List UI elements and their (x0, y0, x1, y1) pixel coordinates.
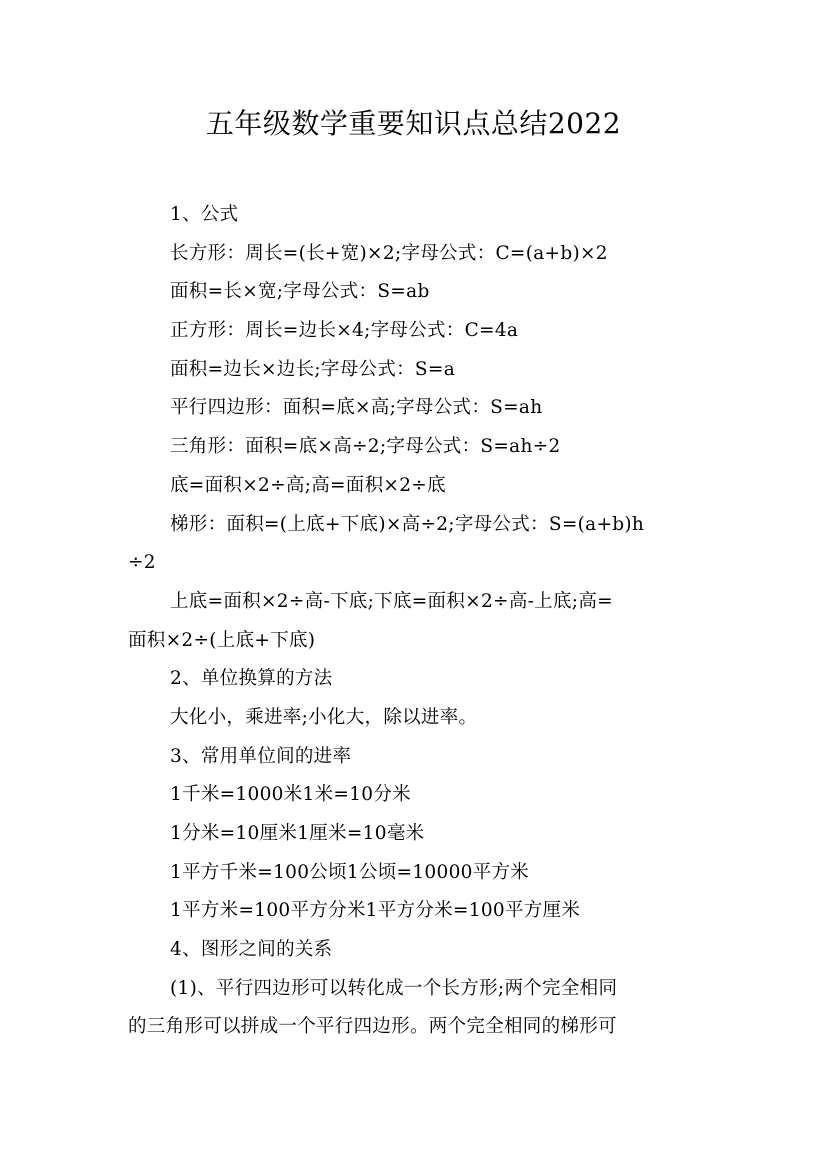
body-line: 上底=面积×2÷高-下底;下底=面积×2÷高-上底;高= (170, 590, 613, 612)
body-line: 面积=边长×边长;字母公式：S=a (170, 358, 456, 380)
body-line: 底=面积×2÷高;高=面积×2÷底 (170, 474, 446, 496)
body-line: 的三角形可以拼成一个平行四边形。两个完全相同的梯形可 (128, 1016, 617, 1038)
body-line: 面积×2÷(上底+下底) (128, 629, 316, 651)
body-line: 面积=长×宽;字母公式：S=ab (170, 281, 430, 303)
body-line: 长方形：周长=(长+宽)×2;字母公式：C=(a+b)×2 (170, 242, 608, 264)
body-line: 1、公式 (170, 204, 239, 225)
body-line: 4、图形之间的关系 (170, 939, 333, 961)
body-line: 1平方米=100平方分米1平方分米=100平方厘米 (170, 900, 581, 922)
document-title: 五年级数学重要知识点总结2022 (205, 107, 622, 140)
body-line: 2、单位换算的方法 (170, 668, 333, 690)
body-line: 1千米=1000米1米=10分米 (170, 784, 411, 806)
body-line: 1分米=10厘米1厘米=10毫米 (170, 823, 425, 844)
body-line: 正方形：周长=边长×4;字母公式：C=4a (170, 320, 519, 342)
body-line: 平行四边形：面积=底×高;字母公式：S=ah (170, 397, 543, 419)
body-line: ÷2 (128, 552, 156, 574)
body-line: 三角形：面积=底×高÷2;字母公式：S=ah÷2 (170, 436, 561, 458)
body-line: 梯形：面积=(上底+下底)×高÷2;字母公式：S=(a+b)h (170, 513, 645, 535)
body-line: 3、常用单位间的进率 (170, 745, 352, 767)
document-body (128, 196, 708, 1047)
body-line: (1)、平行四边形可以转化成一个长方形;两个完全相同 (170, 977, 618, 999)
body-line: 大化小，乘进率;小化大，除以进率。 (170, 706, 478, 728)
body-line: 1平方千米=100公顷1公顷=10000平方米 (170, 861, 530, 883)
